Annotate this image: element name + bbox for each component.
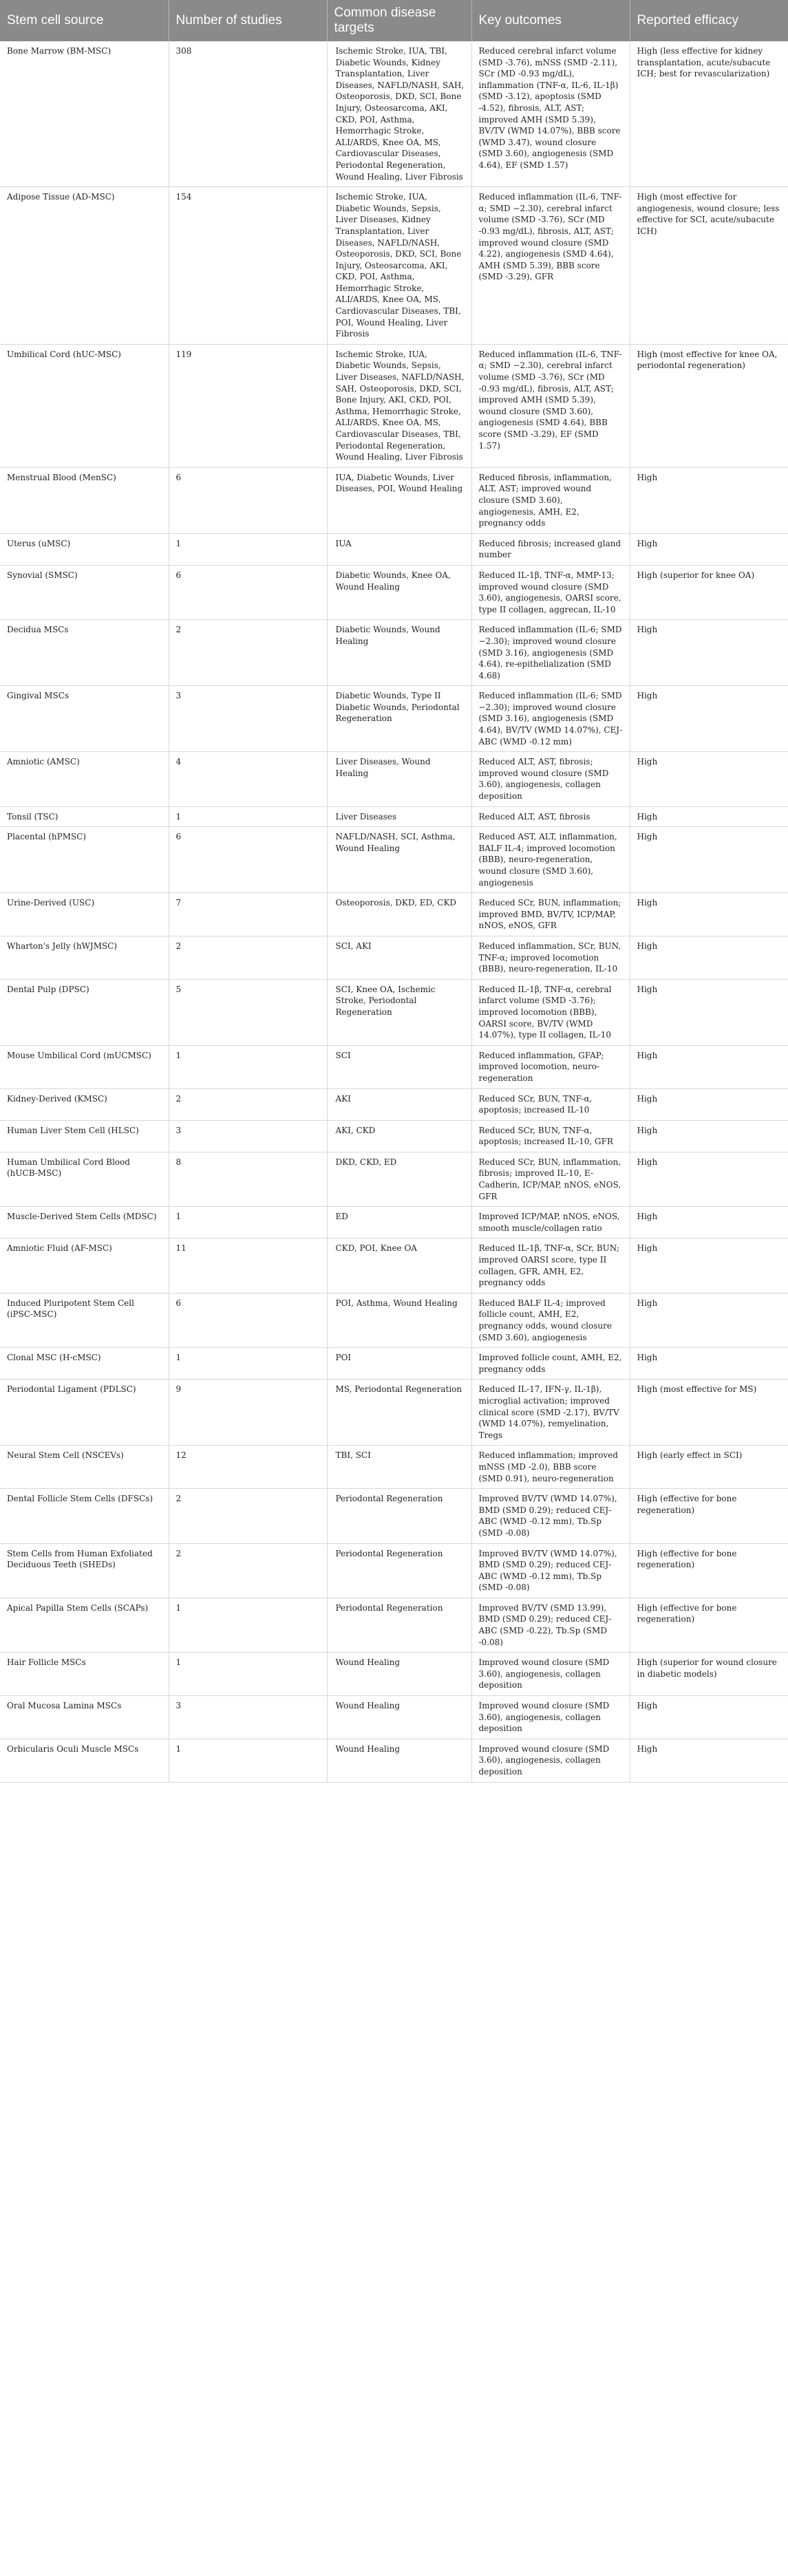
cell-outcomes: Improved BV/TV (WMD 14.07%), BMD (SMD 0.29); reduced CEJ-ABC (WMD -0.12 mm), Tb.Sp (SMD -0.08) [471, 1489, 630, 1543]
cell-studies: 1 [169, 806, 327, 827]
cell-efficacy: High [630, 1238, 788, 1293]
cell-outcomes: Reduced inflammation (IL-6, TNF-α; SMD −2.30), cerebral infarct volume (SMD -3.76), SCr (MD -0.93 mg/dL), fibrosis, ALT, AST; improved wound closure (SMD 4.22), angiogenesis (SMD 4.64), AMH (SMD 5.39), BBB score (SMD -3.29), GFR [471, 187, 630, 345]
cell-outcomes: Improved wound closure (SMD 3.60), angiogenesis, collagen deposition [471, 1739, 630, 1782]
cell-studies: 6 [169, 827, 327, 893]
cell-source: Menstrual Blood (MenSC) [0, 467, 169, 533]
cell-efficacy: High [630, 1045, 788, 1088]
cell-studies: 11 [169, 1238, 327, 1293]
header-stem-cell-source: Stem cell source [0, 0, 169, 41]
cell-targets: Wound Healing [327, 1696, 471, 1739]
table-row [0, 1152, 788, 1206]
cell-source: Human Liver Stem Cell (HLSC) [0, 1120, 169, 1152]
table-row [0, 1045, 788, 1088]
cell-targets: Diabetic Wounds, Knee OA, Wound Healing [327, 565, 471, 619]
cell-outcomes: Reduced inflammation; improved mNSS (MD -2.0), BBB score (SMD 0.91), neuro-regeneration [471, 1446, 630, 1489]
cell-efficacy: High (most effective for angiogenesis, wound closure; less effective for SCI, acute/subacute ICH) [630, 187, 788, 345]
cell-efficacy: High [630, 1348, 788, 1380]
cell-source: Dental Follicle Stem Cells (DFSCs) [0, 1489, 169, 1543]
cell-efficacy: High [630, 806, 788, 827]
cell-source: Tonsil (TSC) [0, 806, 169, 827]
cell-targets: AKI [327, 1088, 471, 1120]
cell-efficacy: High (early effect in SCI) [630, 1446, 788, 1489]
cell-studies: 1 [169, 1045, 327, 1088]
cell-outcomes: Improved BV/TV (WMD 14.07%), BMD (SMD 0.29); reduced CEJ-ABC (WMD -0.12 mm), Tb.Sp (SMD -0.08) [471, 1543, 630, 1598]
cell-outcomes: Reduced IL-1β, TNF-α, SCr, BUN; improved OARSI score, type II collagen, GFR, AMH, E2, pregnancy odds [471, 1238, 630, 1293]
cell-efficacy: High [630, 1088, 788, 1120]
header-common-disease-targets: Common disease targets [327, 0, 471, 41]
cell-source: Wharton's Jelly (hWJMSC) [0, 936, 169, 979]
cell-targets: POI, Asthma, Wound Healing [327, 1293, 471, 1347]
cell-targets: Periodontal Regeneration [327, 1598, 471, 1652]
cell-studies: 1 [169, 1653, 327, 1696]
cell-targets: Periodontal Regeneration [327, 1489, 471, 1543]
cell-targets: CKD, POI, Knee OA [327, 1238, 471, 1293]
table-row [0, 1207, 788, 1238]
cell-efficacy: High [630, 979, 788, 1045]
cell-source: Neural Stem Cell (NSCEVs) [0, 1446, 169, 1489]
cell-outcomes: Improved BV/TV (SMD 13.99), BMD (SMD 0.29); reduced CEJ-ABC (SMD -0.22), Tb.Sp (SMD -0.08) [471, 1598, 630, 1652]
cell-studies: 119 [169, 344, 327, 467]
table-row [0, 533, 788, 565]
table-header-row [0, 0, 788, 41]
table-row [0, 1489, 788, 1543]
cell-source: Clonal MSC (H-cMSC) [0, 1348, 169, 1380]
cell-source: Umbilical Cord (hUC-MSC) [0, 344, 169, 467]
cell-source: Placental (hPMSC) [0, 827, 169, 893]
cell-studies: 4 [169, 752, 327, 806]
cell-studies: 2 [169, 620, 327, 686]
cell-efficacy: High (superior for wound closure in diabetic models) [630, 1653, 788, 1696]
cell-studies: 5 [169, 979, 327, 1045]
cell-targets: AKI, CKD [327, 1120, 471, 1152]
cell-outcomes: Reduced IL-1β, TNF-α, cerebral infarct volume (SMD -3.76); improved locomotion (BBB), OARSI score, BV/TV (WMD 14.07%), type II collagen, IL-10 [471, 979, 630, 1045]
cell-targets: DKD, CKD, ED [327, 1152, 471, 1206]
cell-studies: 2 [169, 1088, 327, 1120]
cell-studies: 6 [169, 1293, 327, 1347]
cell-studies: 1 [169, 1739, 327, 1782]
cell-targets: Periodontal Regeneration [327, 1543, 471, 1598]
table-row [0, 41, 788, 187]
cell-outcomes: Improved wound closure (SMD 3.60), angiogenesis, collagen deposition [471, 1653, 630, 1696]
cell-source: Hair Follicle MSCs [0, 1653, 169, 1696]
cell-efficacy: High (effective for bone regeneration) [630, 1543, 788, 1598]
table-row [0, 1088, 788, 1120]
table-row [0, 1543, 788, 1598]
cell-studies: 3 [169, 1696, 327, 1739]
cell-efficacy: High [630, 1739, 788, 1782]
cell-studies: 2 [169, 1489, 327, 1543]
cell-source: Urine-Derived (USC) [0, 893, 169, 936]
cell-source: Adipose Tissue (AD-MSC) [0, 187, 169, 345]
cell-outcomes: Improved wound closure (SMD 3.60), angiogenesis, collagen deposition [471, 1696, 630, 1739]
cell-source: Dental Pulp (DPSC) [0, 979, 169, 1045]
cell-source: Kidney-Derived (KMSC) [0, 1088, 169, 1120]
cell-studies: 2 [169, 936, 327, 979]
cell-studies: 3 [169, 1120, 327, 1152]
cell-source: Bone Marrow (BM-MSC) [0, 41, 169, 187]
table-row [0, 187, 788, 345]
cell-outcomes: Reduced inflammation (IL-6; SMD −2.30); improved wound closure (SMD 3.16), angiogenesis (SMD 4.64), BV/TV (WMD 14.07%), CEJ-ABC (WMD -0.12 mm) [471, 686, 630, 752]
cell-studies: 9 [169, 1380, 327, 1446]
header-key-outcomes: Key outcomes [471, 0, 630, 41]
cell-outcomes: Reduced fibrosis; increased gland number [471, 533, 630, 565]
cell-studies: 2 [169, 1543, 327, 1598]
cell-targets: ED [327, 1207, 471, 1238]
table-row [0, 1653, 788, 1696]
cell-efficacy: High [630, 1207, 788, 1238]
cell-efficacy: High (most effective for knee OA, periodontal regeneration) [630, 344, 788, 467]
cell-outcomes: Reduced SCr, BUN, TNF-α, apoptosis; increased IL-10 [471, 1088, 630, 1120]
table-row [0, 467, 788, 533]
table-row [0, 344, 788, 467]
cell-targets: POI [327, 1348, 471, 1380]
table-row [0, 1446, 788, 1489]
cell-outcomes: Reduced SCr, BUN, inflammation; improved BMD, BV/TV, ICP/MAP, nNOS, eNOS, GFR [471, 893, 630, 936]
table-row [0, 827, 788, 893]
cell-efficacy: High [630, 467, 788, 533]
cell-outcomes: Reduced IL-17, IFN-γ, IL-1β), microglial activation; improved clinical score (SMD -2.17), BV/TV (WMD 14.07%), remyelination, Tregs [471, 1380, 630, 1446]
cell-targets: Wound Healing [327, 1739, 471, 1782]
cell-outcomes: Reduced inflammation (IL-6, TNF-α; SMD −2.30), cerebral infarct volume (SMD -3.76), SCr (MD -0.93 mg/dL), fibrosis, ALT, AST; improved AMH (SMD 5.39), wound closure (SMD 3.60), angiogenesis (SMD 4.64), BBB score (SMD -3.29), EF (SMD 1.57) [471, 344, 630, 467]
cell-source: Orbicularis Oculi Muscle MSCs [0, 1739, 169, 1782]
cell-efficacy: High [630, 936, 788, 979]
cell-studies: 1 [169, 1348, 327, 1380]
header-reported-efficacy: Reported efficacy [630, 0, 788, 41]
table-row [0, 1696, 788, 1739]
table-row [0, 565, 788, 619]
cell-targets: Ischemic Stroke, IUA, Diabetic Wounds, Sepsis, Liver Diseases, Kidney Transplantation, Liver Diseases, NAFLD/NASH, Osteoporosis, DKD, SCI, Bone Injury, Osteosarcoma, AKI, CKD, POI, Asthma, Hemorrhagic Stroke, ALI/ARDS, Knee OA, MS, Cardiovascular Diseases, TBI, POI, Wound Healing, Liver Fibrosis [327, 187, 471, 345]
cell-outcomes: Improved ICP/MAP, nNOS, eNOS, smooth muscle/collagen ratio [471, 1207, 630, 1238]
cell-efficacy: High [630, 620, 788, 686]
cell-studies: 3 [169, 686, 327, 752]
table-row [0, 1238, 788, 1293]
cell-targets: IUA [327, 533, 471, 565]
cell-source: Periodontal Ligament (PDLSC) [0, 1380, 169, 1446]
cell-efficacy: High [630, 1293, 788, 1347]
cell-targets: TBI, SCI [327, 1446, 471, 1489]
table-row [0, 1293, 788, 1347]
table-row [0, 1380, 788, 1446]
cell-outcomes: Reduced cerebral infarct volume (SMD -3.76), mNSS (SMD -2.11), SCr (MD -0.93 mg/dL), inflammation (TNF-α, IL-6, IL-1β) (SMD -3.12), apoptosis (SMD -4.52), fibrosis, ALT, AST; improved AMH (SMD 5.39), BV/TV (WMD 14.07%), BBB score (WMD 3.47), wound closure (SMD 3.60), angiogenesis (SMD 4.64), EF (SMD 1.57) [471, 41, 630, 187]
table-row [0, 936, 788, 979]
table-row [0, 686, 788, 752]
cell-efficacy: High [630, 752, 788, 806]
cell-targets: IUA, Diabetic Wounds, Liver Diseases, POI, Wound Healing [327, 467, 471, 533]
cell-studies: 12 [169, 1446, 327, 1489]
cell-source: Oral Mucosa Lamina MSCs [0, 1696, 169, 1739]
cell-efficacy: High (most effective for MS) [630, 1380, 788, 1446]
cell-source: Apical Papilla Stem Cells (SCAPs) [0, 1598, 169, 1652]
cell-efficacy: High [630, 827, 788, 893]
cell-targets: MS, Periodontal Regeneration [327, 1380, 471, 1446]
cell-targets: Diabetic Wounds, Wound Healing [327, 620, 471, 686]
cell-source: Decidua MSCs [0, 620, 169, 686]
cell-efficacy: High [630, 533, 788, 565]
cell-outcomes: Reduced BALF IL-4; improved follicle count, AMH, E2, pregnancy odds, wound closure (SMD 3.60), angiogenesis [471, 1293, 630, 1347]
cell-targets: Osteoporosis, DKD, ED, CKD [327, 893, 471, 936]
cell-targets: NAFLD/NASH, SCI, Asthma, Wound Healing [327, 827, 471, 893]
cell-studies: 6 [169, 565, 327, 619]
cell-outcomes: Improved follicle count, AMH, E2, pregnancy odds [471, 1348, 630, 1380]
table-row [0, 1739, 788, 1782]
cell-source: Stem Cells from Human Exfoliated Deciduous Teeth (SHEDs) [0, 1543, 169, 1598]
cell-outcomes: Reduced SCr, BUN, inflammation, fibrosis; improved IL-10, E-Cadherin, ICP/MAP, nNOS, eNOS, GFR [471, 1152, 630, 1206]
cell-source: Muscle-Derived Stem Cells (MDSC) [0, 1207, 169, 1238]
cell-source: Amniotic Fluid (AF-MSC) [0, 1238, 169, 1293]
cell-outcomes: Reduced inflammation, SCr, BUN, TNF-α; improved locomotion (BBB), neuro-regeneration, IL-10 [471, 936, 630, 979]
cell-outcomes: Reduced fibrosis, inflammation, ALT, AST; improved wound closure (SMD 3.60), angiogenesis, AMH, E2, pregnancy odds [471, 467, 630, 533]
cell-targets: SCI, AKI [327, 936, 471, 979]
cell-targets: SCI [327, 1045, 471, 1088]
cell-outcomes: Reduced SCr, BUN, TNF-α, apoptosis; increased IL-10, GFR [471, 1120, 630, 1152]
cell-targets: SCI, Knee OA, Ischemic Stroke, Periodontal Regeneration [327, 979, 471, 1045]
table-body [0, 41, 788, 1782]
cell-source: Gingival MSCs [0, 686, 169, 752]
table-row [0, 979, 788, 1045]
table-row [0, 1120, 788, 1152]
cell-studies: 7 [169, 893, 327, 936]
table-row [0, 1348, 788, 1380]
cell-targets: Wound Healing [327, 1653, 471, 1696]
cell-source: Induced Pluripotent Stem Cell (iPSC-MSC) [0, 1293, 169, 1347]
cell-targets: Ischemic Stroke, IUA, TBI, Diabetic Wounds, Kidney Transplantation, Liver Diseases, NAFLD/NASH, SAH, Osteoporosis, DKD, SCI, Bone Injury, Osteosarcoma, AKI, CKD, POI, Asthma, Hemorrhagic Stroke, ALI/ARDS, Knee OA, MS, Cardiovascular Diseases, Periodontal Regeneration, Wound Healing, Liver Fibrosis [327, 41, 471, 187]
cell-studies: 154 [169, 187, 327, 345]
cell-studies: 6 [169, 467, 327, 533]
table-row [0, 1598, 788, 1652]
table-row [0, 752, 788, 806]
cell-efficacy: High [630, 1152, 788, 1206]
cell-outcomes: Reduced inflammation (IL-6; SMD −2.30); improved wound closure (SMD 3.16), angiogenesis (SMD 4.64), re-epithelialization (SMD 4.68) [471, 620, 630, 686]
cell-outcomes: Reduced AST, ALT, inflammation, BALF IL-4; improved locomotion (BBB), neuro-regeneration, wound closure (SMD 3.60), angiogenesis [471, 827, 630, 893]
table-row [0, 893, 788, 936]
cell-source: Mouse Umbilical Cord (mUCMSC) [0, 1045, 169, 1088]
cell-efficacy: High [630, 1696, 788, 1739]
cell-targets: Liver Diseases, Wound Healing [327, 752, 471, 806]
cell-targets: Liver Diseases [327, 806, 471, 827]
cell-source: Synovial (SMSC) [0, 565, 169, 619]
cell-efficacy: High (effective for bone regeneration) [630, 1598, 788, 1652]
cell-studies: 8 [169, 1152, 327, 1206]
table-row [0, 806, 788, 827]
cell-efficacy: High [630, 686, 788, 752]
cell-targets: Ischemic Stroke, IUA, Diabetic Wounds, Sepsis, Liver Diseases, NAFLD/NASH, SAH, Osteoporosis, DKD, SCI, Bone Injury, AKI, CKD, POI, Asthma, Hemorrhagic Stroke, ALI/ARDS, Knee OA, MS, Cardiovascular Diseases, TBI, Periodontal Regeneration, Wound Healing, Liver Fibrosis [327, 344, 471, 467]
cell-efficacy: High [630, 893, 788, 936]
cell-outcomes: Reduced inflammation, GFAP; improved locomotion, neuro-regeneration [471, 1045, 630, 1088]
cell-outcomes: Reduced ALT, AST, fibrosis; improved wound closure (SMD 3.60), angiogenesis, collagen deposition [471, 752, 630, 806]
cell-efficacy: High (less effective for kidney transplantation, acute/subacute ICH; best for revascularization) [630, 41, 788, 187]
cell-efficacy: High (superior for knee OA) [630, 565, 788, 619]
cell-efficacy: High (effective for bone regeneration) [630, 1489, 788, 1543]
header-number-of-studies: Number of studies [169, 0, 327, 41]
cell-outcomes: Reduced IL-1β, TNF-α, MMP-13; improved wound closure (SMD 3.60), angiogenesis, OARSI score, type II collagen, aggrecan, IL-10 [471, 565, 630, 619]
cell-studies: 1 [169, 533, 327, 565]
cell-outcomes: Reduced ALT, AST, fibrosis [471, 806, 630, 827]
cell-studies: 1 [169, 1207, 327, 1238]
cell-studies: 1 [169, 1598, 327, 1652]
table-row [0, 620, 788, 686]
cell-targets: Diabetic Wounds, Type II Diabetic Wounds, Periodontal Regeneration [327, 686, 471, 752]
cell-source: Uterus (uMSC) [0, 533, 169, 565]
cell-studies: 308 [169, 41, 327, 187]
cell-source: Human Umbilical Cord Blood (hUCB-MSC) [0, 1152, 169, 1206]
cell-source: Amniotic (AMSC) [0, 752, 169, 806]
cell-efficacy: High [630, 1120, 788, 1152]
